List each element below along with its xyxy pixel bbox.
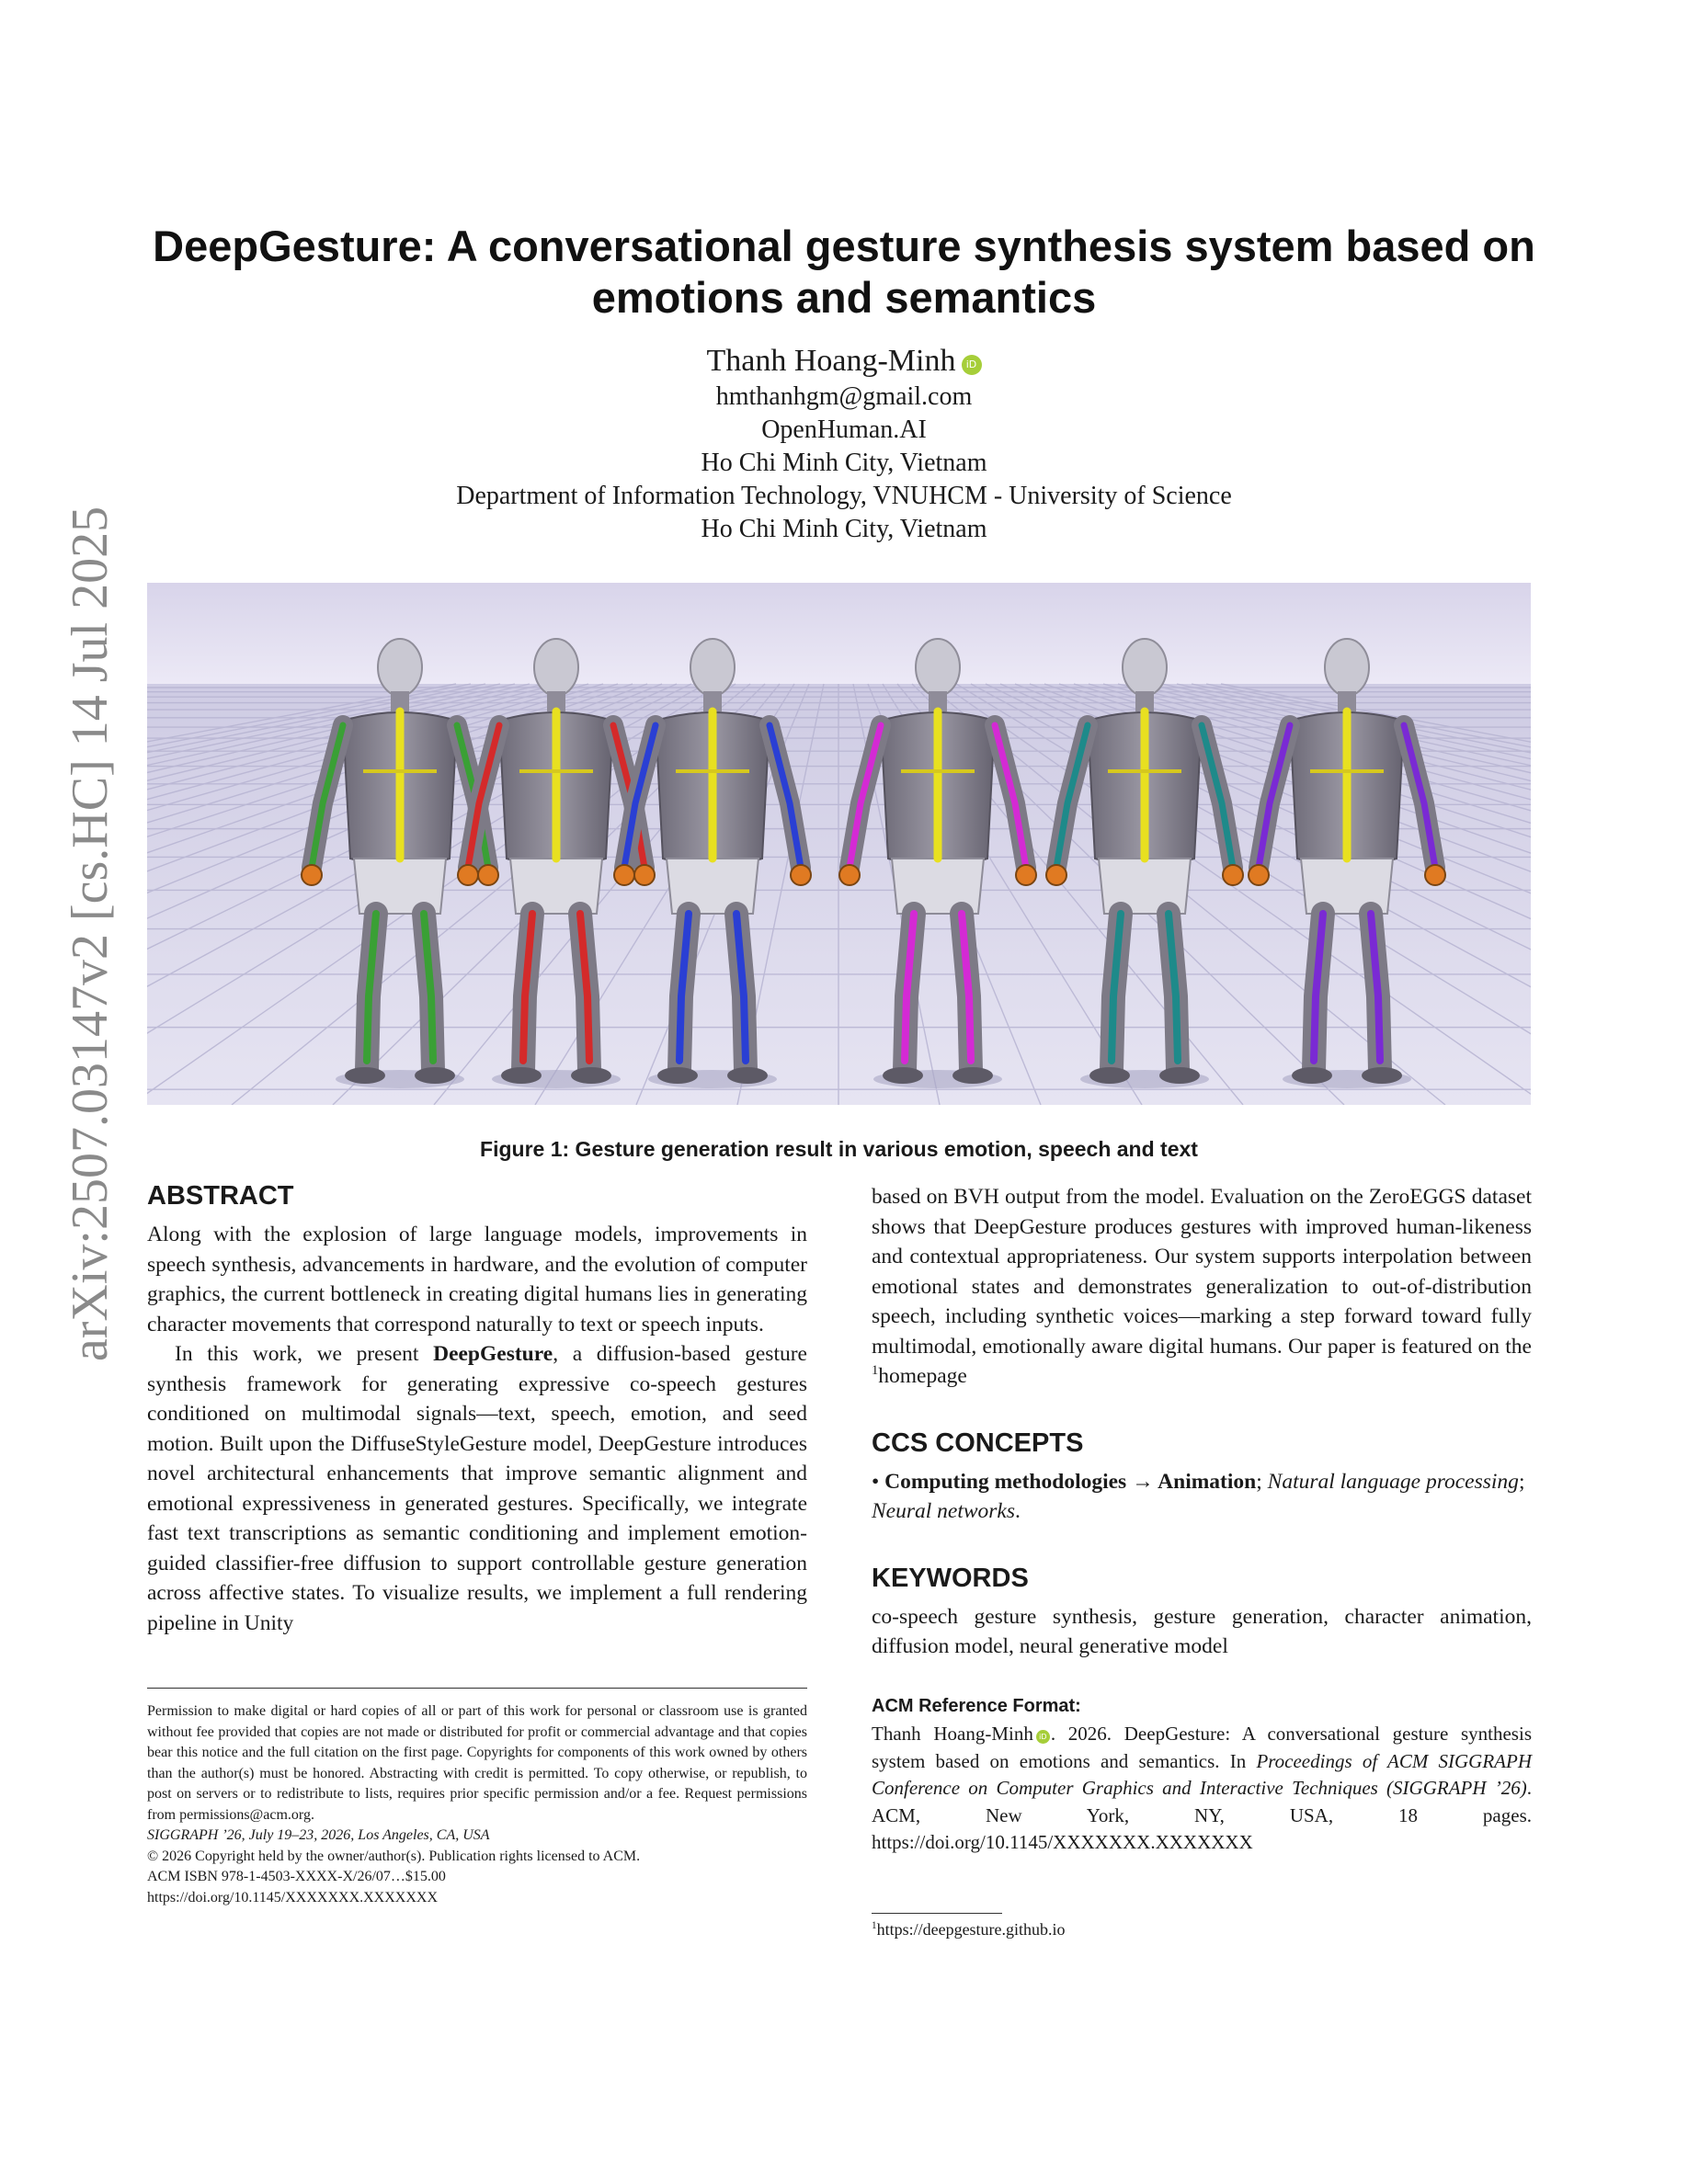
abstract-continuation — [872, 1182, 1532, 1392]
acm-reference-author: Thanh Hoang-Minh — [872, 1723, 1033, 1745]
ccs-separator-2: ; — [1518, 1469, 1525, 1494]
footnote-rule — [872, 1913, 1002, 1914]
footnote-mark[interactable]: 1 — [872, 1363, 879, 1379]
isbn-line: ACM ISBN 978-1-4503-XXXX-X/26/07…$15.00 — [147, 1869, 446, 1884]
ccs-concept-nlp: Natural language processing — [1267, 1469, 1519, 1494]
affiliation-location-2: Ho Chi Minh City, Vietnam — [701, 515, 987, 543]
ccs-bullet: • — [872, 1469, 885, 1494]
orcid-icon-small[interactable]: iD — [1036, 1730, 1050, 1744]
figure-1-image — [147, 583, 1531, 1105]
ccs-concepts-text — [872, 1467, 1532, 1527]
acm-reference-tail: . ACM, New York, NY, USA, 18 pages. https://doi.org/10.1145/XXXXXXX.XXXXXXX — [872, 1777, 1532, 1853]
conference-line: SIGGRAPH ’26, July 19–23, 2026, Los Angeles, CA, USA — [147, 1827, 490, 1843]
acm-reference-venue: Proceedings of ACM SIGGRAPH Conference on Computer Graphics and Interactive Techniques (SIGGRAPH ’26) — [872, 1749, 1532, 1799]
abstract-heading: ABSTRACT — [147, 1181, 294, 1211]
footnote-url[interactable]: https://deepgesture.github.io — [876, 1920, 1066, 1939]
gesture-characters-render — [147, 583, 1531, 1105]
keywords-text: co-speech gesture synthesis, gesture generation, character animation, diffusion model, neural generative model — [872, 1604, 1532, 1658]
acm-reference-heading: ACM Reference Format: — [872, 1696, 1081, 1716]
left-column — [147, 1179, 807, 1638]
permission-footer — [147, 1688, 807, 1908]
affiliation-organization: OpenHuman.AI — [761, 415, 927, 444]
ccs-concepts-heading: CCS CONCEPTS — [872, 1428, 1084, 1458]
system-name: DeepGesture — [433, 1342, 553, 1366]
doi-line[interactable]: https://doi.org/10.1145/XXXXXXX.XXXXXXX — [147, 1889, 438, 1905]
permission-statement: Permission to make digital or hard copies of all or part of this work for personal or classroom use is granted without fee provided that copies are not made or distributed for profit or commercial advantage and that copies bear this notice and the full citation on the first page. Copyrights for components of this work owned by others than the author(s) must be honored. Abstracting with credit is permitted. To copy otherwise, or republish, to post on servers or to redistribute to lists, requires prior specific permission and/or a fee. Request permissions from permissions@acm.org. — [147, 1703, 807, 1823]
abstract-p2-body: , a diffusion-based gesture synthesis framework for generating expressive co-speech gestures conditioned on multimodal signals—text, speech, emotion, and seed motion. Built upon the DiffuseStyleGesture model, DeepGesture introduces novel architectural enhancements that improve semantic alignment and emotional expressiveness in generated gestures. Specifically, we integrate fast text transcriptions as semantic conditioning and implement emotion-guided classifier-free diffusion to support controllable gesture generation across affective states. To visualize results, we implement a full rendering pipeline in Unity — [147, 1342, 807, 1635]
author-block — [92, 342, 1596, 546]
author-name-line — [92, 342, 1596, 381]
author-name: Thanh Hoang-Minh — [706, 344, 956, 378]
figure-1-caption: Figure 1: Gesture generation result in various emotion, speech and text — [480, 1137, 1198, 1161]
abstract-continuation-text: based on BVH output from the model. Evaluation on the ZeroEGGS dataset shows that DeepGesture produces gestures with improved human-likeness and contextual appropriateness. Our system supports interpolation between emotional states and demonstrates generalization to out-of-distribution speech, including synthetic voices—marking a step forward toward fully multimodal, emotionally aware digital humans. Our paper is featured on the — [872, 1185, 1532, 1359]
footnote — [872, 1917, 1532, 1941]
abstract-paragraph-2 — [147, 1339, 807, 1638]
acm-reference-body: . 2026. DeepGesture: A conversational gesture synthesis system based on emotions and semantics. In — [872, 1723, 1532, 1772]
homepage-link[interactable]: homepage — [878, 1364, 967, 1388]
abstract-p2-prefix: In this work, we present — [175, 1342, 434, 1366]
ccs-separator: ; — [1256, 1469, 1268, 1494]
arxiv-identifier-stamp: arXiv:2507.03147v2 [cs.HC] 14 Jul 2025 — [62, 506, 119, 1362]
ccs-primary-concept: Computing methodologies → Animation — [884, 1469, 1257, 1494]
ccs-concept-nn: Neural networks — [872, 1499, 1016, 1523]
footnote-number: 1 — [872, 1920, 877, 1931]
affiliation-location: Ho Chi Minh City, Vietnam — [701, 449, 987, 477]
orcid-icon[interactable]: iD — [962, 355, 982, 375]
abstract-paragraph-1: Along with the explosion of large language models, improvements in speech synthesis, advancements in hardware, and the evolution of computer graphics, the current bottleneck in creating digital humans lies in generating character movements that correspond naturally to text or speech inputs. — [147, 1223, 807, 1337]
ccs-end: . — [1015, 1499, 1021, 1523]
acm-reference-text — [872, 1721, 1532, 1857]
affiliation-department: Department of Information Technology, VNUHCM - University of Science — [456, 482, 1232, 510]
author-email[interactable]: hmthanhgm@gmail.com — [715, 382, 973, 411]
paper-title: DeepGesture: A conversational gesture synthesis system based on emotions and semantics — [153, 222, 1535, 322]
copyright-line: © 2026 Copyright held by the owner/author(s). Publication rights licensed to ACM. — [147, 1848, 641, 1864]
right-column — [872, 1182, 1532, 1662]
acm-reference-format — [872, 1693, 1532, 1857]
keywords-heading: KEYWORDS — [872, 1563, 1029, 1593]
